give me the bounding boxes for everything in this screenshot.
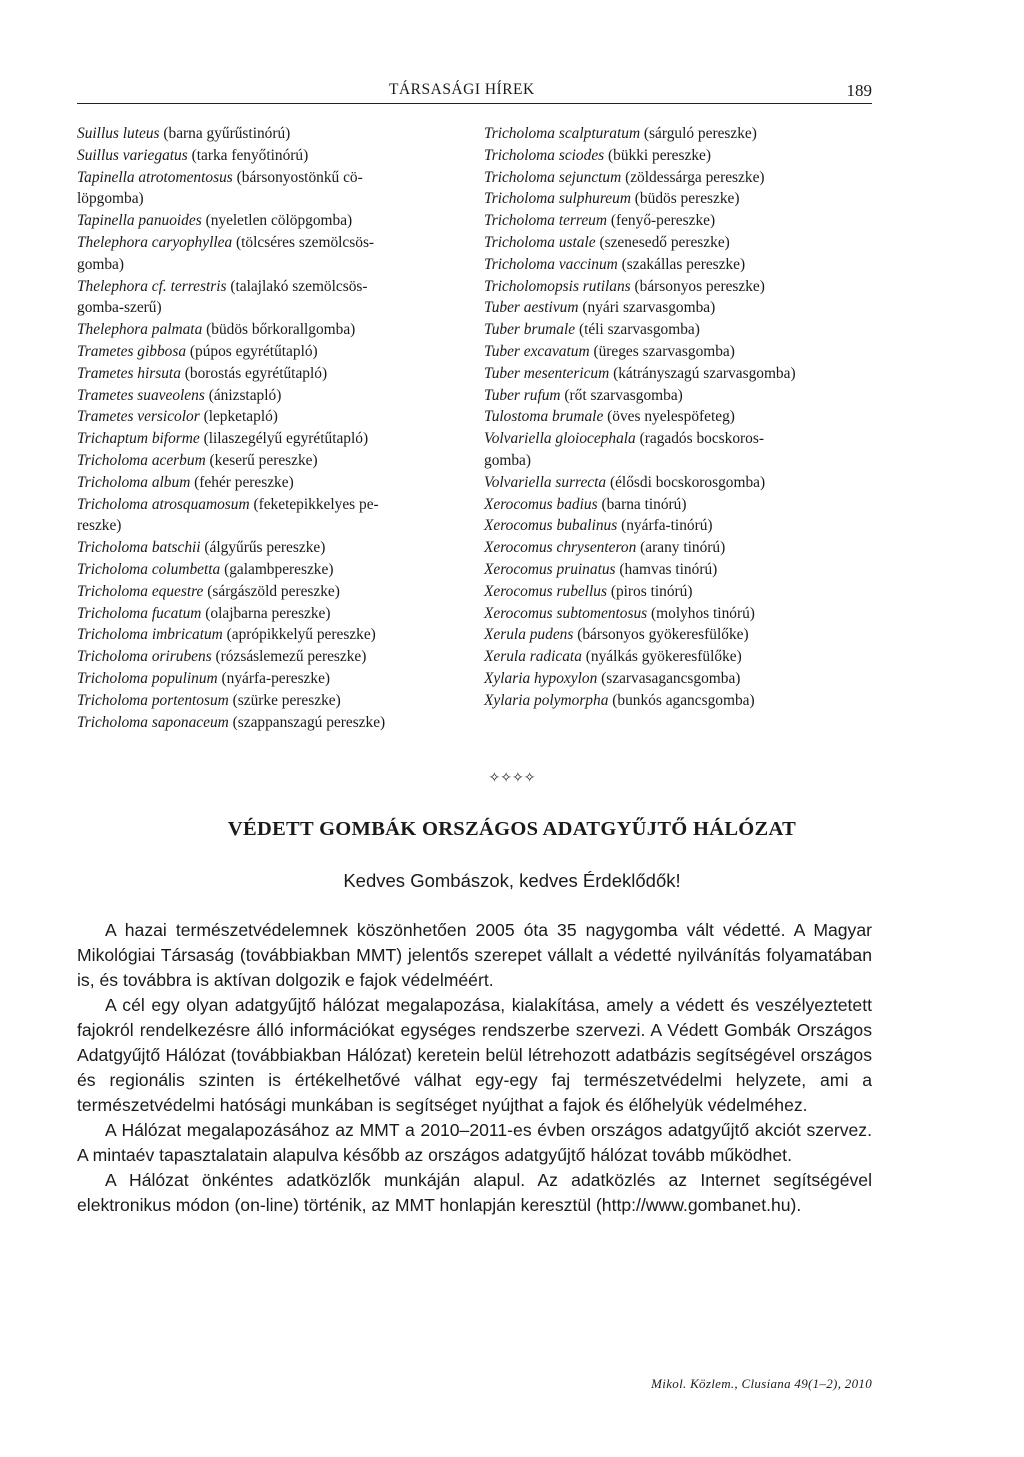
species-name: Xerula pudens: [484, 626, 574, 644]
species-entry: [484, 537, 884, 559]
species-entry: [77, 472, 469, 494]
species-name: Tricholoma album: [77, 473, 191, 491]
common-name: (rózsáslemezű pereszke): [215, 648, 367, 666]
common-name: (arany tinórú): [640, 539, 726, 557]
species-entry: [77, 668, 469, 690]
common-name: (büdös pereszke): [634, 190, 740, 208]
paragraph: A Hálózat önkéntes adatközlők munkáján alapul. Az adatközlés az Internet segítségével elektronikus módon (on-line) történik, az MMT honlapján keresztül (http://www.gombanet.hu).: [77, 1170, 872, 1215]
species-entry: [484, 406, 884, 428]
running-header: [77, 81, 872, 104]
common-name: (álgyűrűs pereszke): [204, 539, 326, 557]
common-name: (szarvasagancsgomba): [601, 669, 741, 687]
species-entry: [484, 472, 884, 494]
common-name: (barna gyűrűstinórú): [163, 125, 291, 142]
species-name: Tricholoma sciodes: [484, 146, 605, 164]
common-name-continuation: gomba): [77, 255, 125, 273]
species-name: Xerocomus chrysenteron: [484, 539, 637, 557]
species-entry: [77, 276, 469, 320]
species-entry: [77, 123, 469, 145]
species-entry: [77, 537, 469, 559]
species-entry: [484, 690, 884, 712]
common-name: (büdös bőrkorallgomba): [206, 321, 356, 339]
species-name: Suillus luteus: [77, 125, 160, 142]
species-name: Volvariella gloiocephala: [484, 430, 636, 448]
common-name: (rőt szarvasgomba): [564, 386, 683, 404]
species-name: Trichaptum biforme: [77, 430, 200, 448]
common-name: (keserű pereszke): [209, 451, 318, 469]
species-entry: [484, 232, 884, 254]
common-name: (piros tinórú): [610, 582, 693, 600]
species-name: Tuber rufum: [484, 386, 561, 404]
species-entry: [484, 319, 884, 341]
species-entry: [484, 123, 884, 145]
species-list-right: [484, 123, 884, 712]
species-entry: [484, 646, 884, 668]
species-entry: [77, 581, 469, 603]
page-number: 189: [846, 81, 872, 100]
species-entry: [484, 167, 884, 189]
species-name: Thelephora caryophyllea: [77, 233, 233, 251]
species-name: Tricholomopsis rutilans: [484, 277, 631, 295]
paragraph: A cél egy olyan adatgyűjtő hálózat megalapozása, kialakítása, amely a védett és veszélyeztetett fajokról rendelkezésre álló információkat egységes rendszerbe szervezi. A Védett Gombák Országos Adatgyűjtő Hálózat (továbbiakban Hálózat) keretein belül létrehozott adatbázis segítségével országos és regionális szinten is értékelhetővé válhat egy-egy faj természetvédelmi helyzete, ami a természetvédelmi hatósági munkában is segítséget nyújthat a fajok és élőhelyük védelméhez.: [77, 995, 872, 1115]
common-name: (üreges szarvasgomba): [593, 342, 735, 360]
species-entry: [77, 232, 469, 276]
species-name: Tricholoma populinum: [77, 669, 218, 687]
species-name: Xerocomus subtomentosus: [484, 604, 648, 622]
species-entry: [484, 276, 884, 298]
species-name: Tricholoma atrosquamosum: [77, 495, 250, 513]
common-name: (szakállas pereszke): [621, 255, 746, 273]
common-name: (élősdi bocskorosgomba): [609, 473, 766, 491]
species-entry: [77, 145, 469, 167]
species-name: Tricholoma fucatum: [77, 604, 202, 622]
species-name: Suillus variegatus: [77, 146, 188, 164]
common-name: (szenesedő pereszke): [599, 233, 730, 251]
common-name: (talajlakó szemölcsös-: [230, 277, 368, 295]
common-name: (sárguló pereszke): [643, 125, 757, 142]
common-name: (nyárfa-pereszke): [221, 669, 331, 687]
species-name: Tricholoma scalpturatum: [484, 125, 641, 142]
species-entry: [77, 210, 469, 232]
species-entry: [77, 603, 469, 625]
species-entry: [77, 167, 469, 211]
common-name: (nyálkás gyökeresfülőke): [585, 648, 742, 666]
species-name: Tuber brumale: [484, 321, 576, 339]
paragraph: A Hálózat megalapozásához az MMT a 2010–2011-es évben országos adatgyűjtő akciót szervez. A mintaév tapasztalatain alapulva később az országos adatgyűjtő hálózat tovább működhet.: [77, 1120, 872, 1165]
common-name: (sárgászöld pereszke): [207, 582, 340, 600]
section-title: TÁRSASÁGI HÍREK: [389, 81, 535, 98]
common-name: (molyhos tinórú): [651, 604, 755, 622]
species-entry: [77, 646, 469, 668]
common-name: (olajbarna pereszke): [205, 604, 331, 622]
species-name: Trametes hirsuta: [77, 364, 181, 382]
species-name: Tricholoma vaccinum: [484, 255, 618, 273]
species-entry: [77, 341, 469, 363]
species-name: Xerula radicata: [484, 648, 582, 666]
common-name: (szürke pereszke): [232, 691, 341, 709]
species-name: Tricholoma terreum: [484, 212, 607, 230]
species-entry: [484, 624, 884, 646]
section-separator: ✧✧✧✧: [488, 771, 536, 786]
species-name: Tuber mesentericum: [484, 364, 610, 382]
species-entry: [484, 428, 884, 472]
species-entry: [484, 210, 884, 232]
common-name: (barna tinórú): [601, 495, 687, 513]
article-body: [77, 918, 872, 1218]
article-heading: VÉDETT GOMBÁK ORSZÁGOS ADATGYŰJTŐ HÁLÓZAT: [227, 818, 797, 840]
species-entry: [484, 145, 884, 167]
species-name: Trametes gibbosa: [77, 342, 187, 360]
species-entry: [77, 319, 469, 341]
common-name-continuation: gomba): [484, 451, 532, 469]
common-name: (szappanszagú pereszke): [232, 713, 386, 731]
common-name-continuation: reszke): [77, 517, 122, 535]
species-list-left: [77, 123, 469, 733]
species-entry: [77, 428, 469, 450]
species-name: Thelephora palmata: [77, 321, 203, 339]
species-entry: [77, 624, 469, 646]
species-entry: [77, 385, 469, 407]
common-name: (ragadós bocskoros-: [639, 430, 764, 448]
species-name: Tricholoma equestre: [77, 582, 204, 600]
common-name: (galambpereszke): [224, 560, 334, 578]
species-name: Xerocomus badius: [484, 495, 598, 513]
species-entry: [77, 406, 469, 428]
species-name: Tapinella panuoides: [77, 212, 202, 230]
common-name: (bársonyos gyökeresfülőke): [577, 626, 749, 644]
species-entry: [484, 668, 884, 690]
common-name: (fehér pereszke): [194, 473, 294, 491]
species-entry: [484, 581, 884, 603]
common-name: (nyeletlen cölöpgomba): [205, 212, 353, 230]
common-name: (bársonyostönkű cö-: [236, 168, 363, 186]
common-name: (borostás egyrétűtapló): [184, 364, 328, 382]
species-entry: [484, 515, 884, 537]
species-name: Xerocomus pruinatus: [484, 560, 616, 578]
species-entry: [484, 188, 884, 210]
common-name: (téli szarvasgomba): [578, 321, 700, 339]
common-name: (fenyő-pereszke): [610, 212, 716, 230]
species-name: Trametes versicolor: [77, 408, 200, 426]
common-name: (lepketapló): [203, 408, 278, 426]
species-entry: [77, 559, 469, 581]
common-name-continuation: löpgomba): [77, 190, 144, 208]
article-greeting: Kedves Gombászok, kedves Érdeklődők!: [343, 870, 681, 891]
species-name: Tulostoma brumale: [484, 408, 604, 426]
species-name: Tricholoma orirubens: [77, 648, 212, 666]
species-name: Volvariella surrecta: [484, 473, 607, 491]
species-name: Xerocomus rubellus: [484, 582, 607, 600]
species-name: Thelephora cf. terrestris: [77, 277, 227, 295]
common-name: (ánizstapló): [208, 386, 282, 404]
common-name: (kátrányszagú szarvasgomba): [613, 364, 796, 382]
species-entry: [77, 494, 469, 538]
species-name: Tuber aestivum: [484, 299, 579, 317]
species-entry: [484, 297, 884, 319]
species-name: Tapinella atrotomentosus: [77, 168, 233, 186]
species-entry: [484, 363, 884, 385]
species-entry: [484, 559, 884, 581]
common-name: (bunkós agancsgomba): [612, 691, 755, 709]
common-name: (nyárfa-tinórú): [621, 517, 713, 535]
common-name: (púpos egyrétűtapló): [189, 342, 318, 360]
common-name: (feketepikkelyes pe-: [253, 495, 379, 513]
common-name: (tarka fenyőtinórú): [191, 146, 309, 164]
paragraph: A hazai természetvédelemnek köszönhetően 2005 óta 35 nagygomba vált védetté. A Magyar Mikológiai Társaság (továbbiakban MMT) jelentős szerepet vállalt a védetté nyilvánítás folyamatában is, és továbbra is aktívan dolgozik e fajok védelméért.: [77, 920, 872, 990]
common-name: (zöldessárga pereszke): [625, 168, 765, 186]
species-name: Tricholoma ustale: [484, 233, 596, 251]
journal-citation: Mikol. Közlem., Clusiana 49(1–2), 2010: [651, 1376, 872, 1391]
common-name: (tölcséres szemölcsös-: [236, 233, 375, 251]
common-name: (bársonyos pereszke): [634, 277, 765, 295]
species-name: Tricholoma columbetta: [77, 560, 221, 578]
species-name: Xylaria hypoxylon: [484, 669, 598, 687]
species-name: Tuber excavatum: [484, 342, 590, 360]
species-name: Tricholoma imbricatum: [77, 626, 223, 644]
species-name: Xerocomus bubalinus: [484, 517, 618, 535]
species-entry: [77, 450, 469, 472]
species-name: Tricholoma portentosum: [77, 691, 229, 709]
species-name: Tricholoma acerbum: [77, 451, 206, 469]
species-name: Trametes suaveolens: [77, 386, 205, 404]
species-name: Tricholoma sulphureum: [484, 190, 631, 208]
species-name: Tricholoma saponaceum: [77, 713, 229, 731]
species-name: Tricholoma batschii: [77, 539, 201, 557]
species-entry: [77, 363, 469, 385]
common-name: (nyári szarvasgomba): [582, 299, 716, 317]
species-entry: [484, 385, 884, 407]
species-entry: [77, 712, 469, 734]
species-entry: [484, 341, 884, 363]
common-name: (bükki pereszke): [608, 146, 711, 164]
common-name: (aprópikkelyű pereszke): [226, 626, 376, 644]
species-entry: [484, 603, 884, 625]
common-name: (hamvas tinórú): [619, 560, 718, 578]
species-name: Xylaria polymorpha: [484, 691, 609, 709]
species-entry: [484, 494, 884, 516]
common-name: (öves nyelespöfeteg): [607, 408, 735, 426]
species-entry: [484, 254, 884, 276]
species-name: Tricholoma sejunctum: [484, 168, 622, 186]
common-name: (lilaszegélyű egyrétűtapló): [203, 430, 369, 448]
species-entry: [77, 690, 469, 712]
common-name-continuation: gomba-szerű): [77, 299, 162, 317]
